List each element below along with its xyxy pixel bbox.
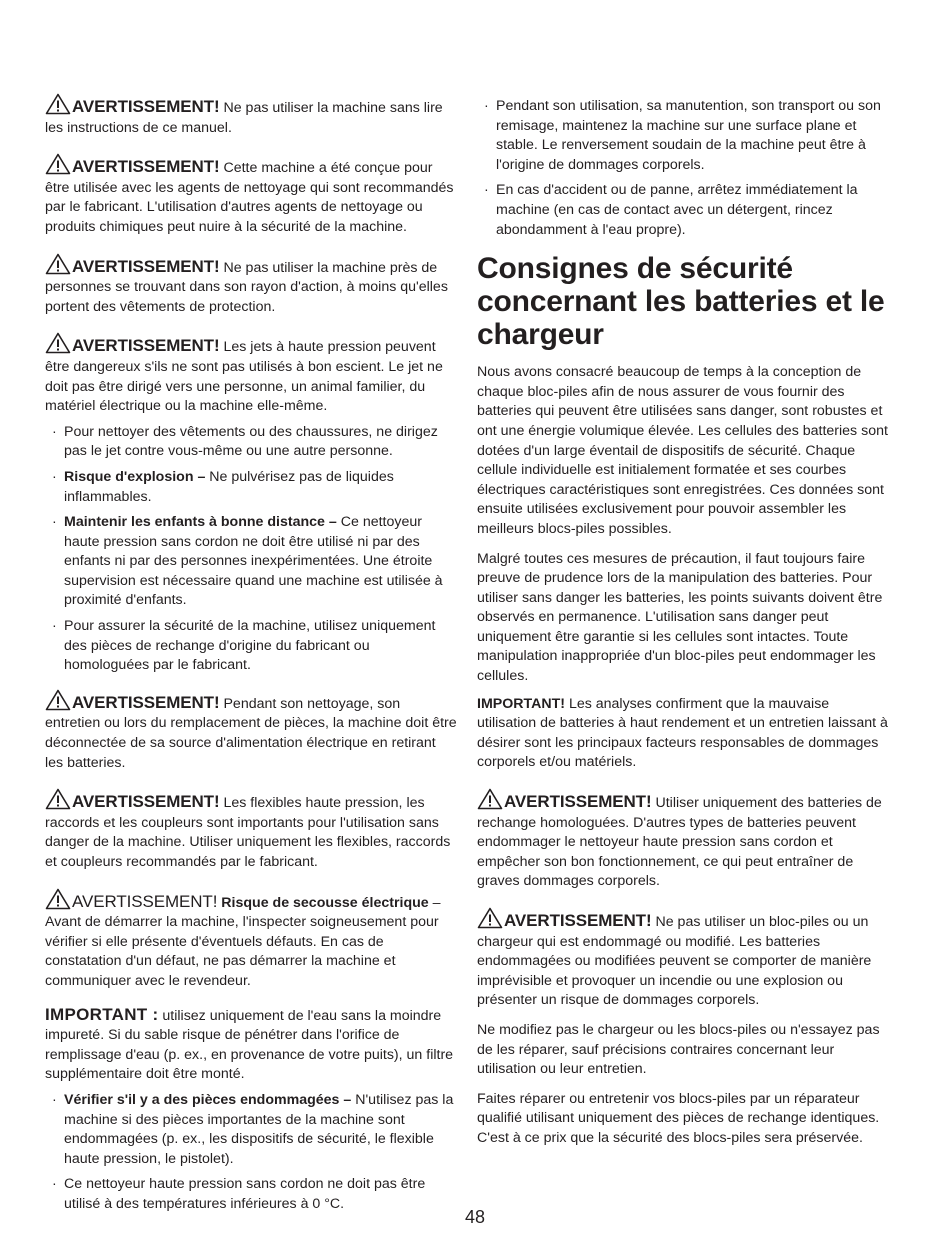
bullet-list-damaged-parts	[45, 1091, 457, 1215]
warning-text: Les flexibles haute pression, les raccords et les coupleurs sont importants pour l'utilisation sans danger de la machine. Utiliser uniquement les flexibles, raccords et coupleurs recommandés par le fabricant.	[45, 795, 451, 870]
warning-triangle-icon	[45, 788, 71, 810]
list-item: · En cas d'accident ou de panne, arrêtez immédiatement la machine (en cas de contact avec un détergent, rincez abondamment à l'eau propre).	[484, 182, 858, 238]
warning-label: AVERTISSEMENT!	[72, 792, 220, 812]
warning-label: AVERTISSEMENT!	[72, 891, 218, 911]
important-label: IMPORTANT!	[477, 695, 565, 712]
bullet-list-jets	[45, 423, 457, 676]
warning-text: Ne pas utiliser la machine sans lire les instructions de ce manuel.	[45, 100, 443, 136]
warning-no-manual	[45, 93, 457, 138]
list-item: · Pour nettoyer des vêtements ou des chaussures, ne dirigez pas le jet contre vous-même ou une autre personne.	[52, 423, 438, 460]
important-label: IMPORTANT :	[45, 1004, 159, 1024]
list-item: · Ce nettoyeur haute pression sans cordon ne doit pas être utilisé à des températures inférieures à 0 °C.	[52, 1176, 426, 1212]
page-number: 48	[464, 1207, 486, 1227]
warning-triangle-icon	[45, 253, 71, 275]
warning-hoses	[45, 788, 457, 872]
warning-text: Ne pas utiliser la machine près de personnes se trouvant dans son rayon d'action, à moins qu'elles portent des vêtements de protection.	[45, 259, 448, 315]
warning-replacement-batteries	[477, 788, 889, 892]
warning-label: AVERTISSEMENT!	[72, 692, 220, 712]
warning-triangle-icon	[477, 907, 503, 929]
important-analyses	[477, 695, 889, 773]
warning-high-pressure-jets	[45, 332, 457, 416]
warning-text: Ne pas utiliser un bloc-piles ou un chargeur qui est endommagé ou modifié. Les batteries endommagées ou modifiées peuvent se comporter de manière imprévisible et provoquer un incendie ou une explosion ou présenter un risque de dommages corporels.	[477, 914, 872, 1009]
warning-label: AVERTISSEMENT!	[504, 792, 652, 812]
right-column	[477, 97, 889, 1159]
left-column	[45, 93, 457, 1221]
warning-cleaning-agents	[45, 153, 457, 237]
important-text: utilisez uniquement de l'eau sans la moindre impureté. Si du sable risque de pénétrer dans l'orifice de remplissage d'eau (p. ex., en provenance de votre puits), un filtre supplémentaire doit être monté.	[45, 1007, 454, 1083]
warning-bold: Risque de secousse électrique	[217, 894, 429, 911]
bullet-list-stability	[477, 97, 889, 240]
warning-triangle-icon	[45, 689, 71, 711]
important-text: Les analyses confirment que la mauvaise utilisation de batteries à haut rendement et un entretien laissant à désirer sont les principaux facteurs responsables de dommages corporels et/ou matériels.	[477, 695, 888, 771]
bullet-icon: ·	[52, 1176, 57, 1193]
bullet-icon: ·	[484, 182, 489, 199]
list-item: · Risque d'explosion – Ne pulvérisez pas de liquides inflammables.	[52, 468, 394, 505]
bullet-icon: ·	[52, 514, 57, 531]
warning-triangle-icon	[477, 788, 503, 810]
bullet-icon: ·	[52, 423, 57, 440]
bullet-icon: ·	[52, 1091, 57, 1108]
warning-text: Utiliser uniquement des batteries de rechange homologuées. D'autres types de batteries peuvent endommager le nettoyeur haute pression sans cordon et empêcher son bon fonctionnement, ce qui peut entraîner de graves dommages corporels.	[477, 795, 882, 890]
warning-label: AVERTISSEMENT!	[72, 256, 220, 276]
warning-label: AVERTISSEMENT!	[72, 336, 220, 356]
section-heading: Consignes de sécurité concernant les batteries et le chargeur	[477, 252, 885, 352]
warning-bystanders	[45, 253, 457, 318]
warning-electric-shock	[45, 888, 457, 992]
list-item: · Maintenir les enfants à bonne distance – Ce nettoyeur haute pression sans cordon ne doit être utilisé ni par des enfants ni par des personnes inexpérimentées. Une étroite supervision est nécessaire quand une machine est utilisée à proximité d'enfants.	[52, 514, 443, 609]
paragraph-precautions: Malgré toutes ces mesures de précaution, il faut toujours faire preuve de prudence lors de la manipulation des batteries. Pour utiliser sans danger les batteries, les points suivants doivent être observés en permanence. L'utilisation sans danger peut uniquement être garantie si les cellules sont intactes. Toute manipulation inappropriée d'un bloc-piles peut endommager les cellules.	[477, 550, 883, 685]
bullet-icon: ·	[484, 98, 489, 114]
warning-triangle-icon	[45, 153, 71, 175]
warning-label: AVERTISSEMENT!	[72, 97, 220, 116]
warning-disconnect-power	[45, 689, 457, 773]
warning-label: AVERTISSEMENT!	[72, 157, 220, 177]
important-water	[45, 1005, 457, 1085]
warning-triangle-icon	[45, 888, 71, 910]
paragraph-do-not-modify: Ne modifiez pas le chargeur ou les blocs-piles ou n'essayez pas de les réparer, sauf précisions contraires concernant leur utilisation ou leur entretien.	[477, 1021, 880, 1078]
bullet-icon: ·	[52, 468, 57, 485]
paragraph-repair: Faites réparer ou entretenir vos blocs-piles par un réparateur qualifié utilisant uniquement des pièces de rechange identiques. C'est à ce prix que la sécurité des blocs-piles sera préservée.	[477, 1090, 880, 1146]
bullet-icon: ·	[52, 618, 57, 635]
warning-label: AVERTISSEMENT!	[504, 911, 652, 930]
paragraph-battery-design: Nous avons consacré beaucoup de temps à la conception de chaque bloc-piles afin de nous assurer de vous fournir des batteries qui peuvent être utilisées sans danger, sont robustes et ont une énergie volumique élevée. Les cellules des batteries sont dotées d'un large éventail de dispositifs de sécurité. Chaque cellule individuelle est initialement formatée et ses courbes électriques caractéristiques sont enregistrées. Ces données sont ensuite utilisées exclusivement pour pouvoir assembler les meilleurs blocs-piles possibles.	[477, 364, 888, 537]
warning-text: Cette machine a été conçue pour être utilisée avec les agents de nettoyage qui sont recommandés par le fabricant. L'utilisation d'autres agents de nettoyage ou produits chimiques peut nuire à la sécurité de la machine.	[45, 160, 454, 235]
warning-text: Les jets à haute pression peuvent être dangereux s'ils ne sont pas utilisés à bon escient. Le jet ne doit pas être dirigé vers une personne, un animal familier, du matériel électrique ou la machine elle-même.	[45, 339, 443, 415]
list-item: · Vérifier s'il y a des pièces endommagées – N'utilisez pas la machine si des pièces importantes de la machine sont endommagées (p. ex., les dispositifs de sécurité, le flexible haute pression, le pistolet).	[52, 1091, 454, 1167]
warning-text: Pendant son nettoyage, son entretien ou lors du remplacement de pièces, la machine doit être déconnectée de sa source d'alimentation électrique en retirant les batteries.	[45, 695, 457, 771]
warning-triangle-icon	[45, 93, 71, 115]
warning-damaged-battery	[477, 907, 889, 1011]
warning-text: – Avant de démarrer la machine, l'inspecter soigneusement pour vérifier si elle présente d'éventuels défauts. En cas de constatation d'un défaut, ne pas démarrer la machine et communiquer avec le revendeur.	[45, 894, 441, 989]
warning-triangle-icon	[45, 332, 71, 354]
list-item: · Pour assurer la sécurité de la machine, utilisez uniquement des pièces de rechange d'origine du fabricant ou homologuées par le fabricant.	[52, 618, 436, 674]
list-item: · Pendant son utilisation, sa manutention, son transport ou son remisage, maintenez la machine sur une surface plane et stable. Le renversement soudain de la machine peut être à l'origine de dommages corporels.	[484, 98, 881, 173]
